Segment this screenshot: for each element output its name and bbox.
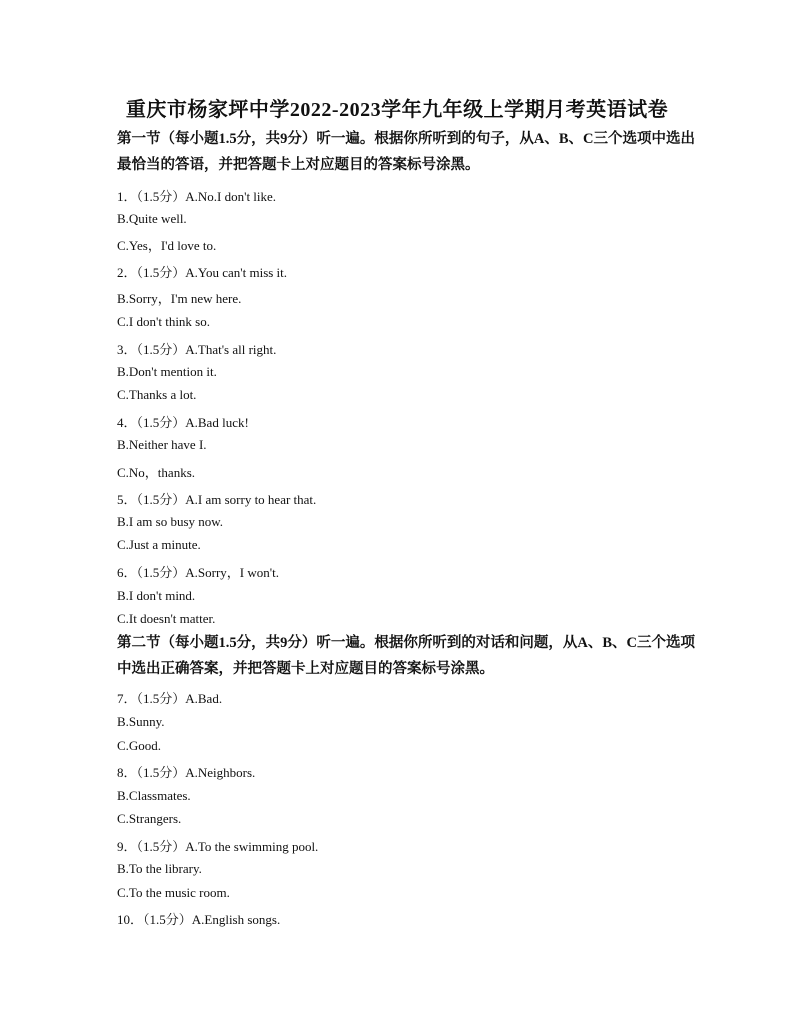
question-9-option-c: C.To the music room. — [117, 885, 230, 900]
question-9-option-b: B.To the library. — [117, 861, 202, 876]
question-3-option-c: C.Thanks a lot. — [117, 387, 197, 402]
question-7-option-c: C.Good. — [117, 738, 162, 753]
question-1-option-a: 1．（1.5分）A.No.I don't like. — [117, 189, 277, 204]
question-4-option-c: C.No，thanks. — [117, 465, 196, 480]
section-2-instructions — [117, 630, 697, 682]
question-8-option-a: 8．（1.5分）A.Neighbors. — [117, 765, 256, 780]
question-3-option-a: 3．（1.5分）A.That's all right. — [117, 342, 277, 357]
question-5-option-a: 5．（1.5分）A.I am sorry to hear that. — [117, 492, 317, 507]
question-1-option-c: C.Yes，I'd love to. — [117, 238, 217, 253]
question-4-option-a: 4．（1.5分）A.Bad luck! — [117, 415, 249, 430]
question-8-option-b: B.Classmates. — [117, 788, 191, 803]
question-9-option-a: 9．（1.5分）A.To the swimming pool. — [117, 839, 319, 854]
question-10-option-a: 10．（1.5分）A.English songs. — [117, 912, 281, 927]
question-5-option-c: C.Just a minute. — [117, 537, 201, 552]
section-1-instructions — [117, 126, 697, 178]
question-8-option-c: C.Strangers. — [117, 811, 182, 826]
question-6-option-c: C.It doesn't matter. — [117, 611, 216, 626]
question-6-option-b: B.I don't mind. — [117, 588, 196, 603]
section-1-line-1: 第一节（每小题1.5分，共9分）听一遍。根据你所听到的句子，从A、B、C三个选项中选出 — [117, 131, 695, 147]
question-6-option-a: 6．（1.5分）A.Sorry，I won't. — [117, 565, 279, 580]
section-1-line-2: 最恰当的答语，并把答题卡上对应题目的答案标号涂黑。 — [117, 157, 480, 173]
question-7-option-a: 7．（1.5分）A.Bad. — [117, 691, 223, 706]
question-3-option-b: B.Don't mention it. — [117, 364, 217, 379]
question-2-option-b: B.Sorry，I'm new here. — [117, 291, 242, 306]
question-4-option-b: B.Neither have I. — [117, 437, 207, 452]
exam-title: 重庆市杨家坪中学2022-2023学年九年级上学期月考英语试卷 — [125, 99, 669, 121]
section-2-line-2: 中选出正确答案，并把答题卡上对应题目的答案标号涂黑。 — [117, 661, 494, 677]
question-7-option-b: B.Sunny. — [117, 714, 165, 729]
question-1-option-b: B.Quite well. — [117, 211, 187, 226]
question-5-option-b: B.I am so busy now. — [117, 514, 224, 529]
section-2-line-1: 第二节（每小题1.5分，共9分）听一遍。根据你所听到的对话和问题，从A、B、C三个选项 — [117, 635, 695, 651]
question-2-option-c: C.I don't think so. — [117, 314, 210, 329]
question-2-option-a: 2．（1.5分）A.You can't miss it. — [117, 265, 288, 280]
